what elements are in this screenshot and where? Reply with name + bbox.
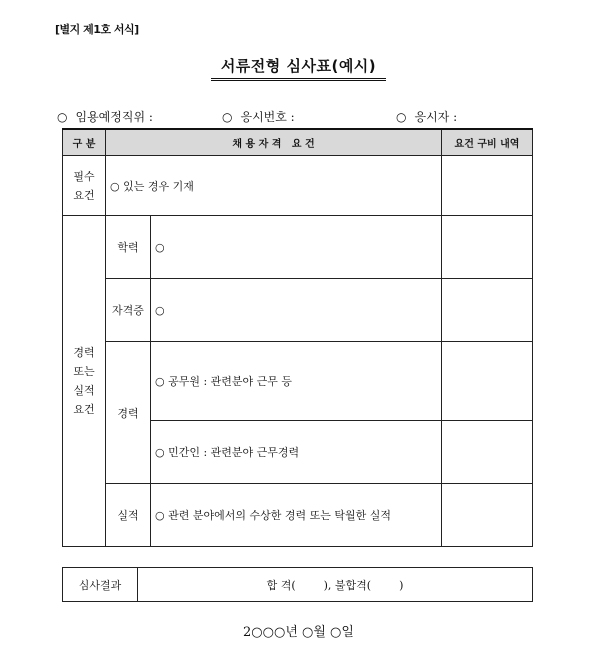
- education-label: 학력: [106, 216, 151, 279]
- table-row-education: [63, 216, 533, 279]
- info-applicant-label: 응시자 :: [414, 110, 458, 124]
- education-content: ○: [151, 216, 442, 279]
- info-position-bullet: ○: [57, 110, 68, 124]
- result-table: [62, 567, 533, 602]
- result-value[interactable]: 합 격( ), 불합격( ): [138, 568, 533, 602]
- career-public-fulfillment-cell[interactable]: [442, 342, 533, 421]
- education-fulfillment-cell[interactable]: [442, 216, 533, 279]
- info-applicant-bullet: ○: [396, 110, 407, 124]
- experience-label-line3: 실적: [73, 384, 95, 397]
- table-row-achievement: [63, 484, 533, 547]
- certificate-fulfillment-cell[interactable]: [442, 279, 533, 342]
- table-row-required: [63, 156, 533, 216]
- career-label: 경력: [106, 342, 151, 484]
- required-label: [63, 156, 106, 216]
- info-position-label: 임용예정직위 :: [75, 110, 153, 124]
- career-private-fulfillment-cell[interactable]: [442, 421, 533, 484]
- header-requirements: 채 용 자 격 요 건: [106, 129, 442, 156]
- header-category: 구 분: [63, 129, 106, 156]
- table-row-certificate: [63, 279, 533, 342]
- experience-label-line4: 요건: [73, 403, 95, 416]
- result-label: 심사결과: [63, 568, 138, 602]
- info-exam-number: [222, 108, 295, 125]
- table-row-career-public: [63, 342, 533, 421]
- header-fulfillment: 요건 구비 내역: [442, 129, 533, 156]
- achievement-label: 실적: [106, 484, 151, 547]
- required-label-line2: 요건: [73, 188, 95, 202]
- form-number-label: [별지 제1호 서식]: [55, 23, 139, 36]
- document-title: 서류전형 심사표(예시): [211, 55, 386, 81]
- result-row: [63, 568, 533, 602]
- career-private-content: ○ 민간인 : 관련분야 근무경력: [151, 421, 442, 484]
- required-fulfillment-cell[interactable]: [442, 156, 533, 216]
- required-label-line1: 필수: [73, 169, 95, 183]
- achievement-fulfillment-cell[interactable]: [442, 484, 533, 547]
- experience-label-line1: 경력: [73, 346, 95, 359]
- required-content: ○ 있는 경우 기재: [106, 156, 442, 216]
- info-exam-number-bullet: ○: [222, 110, 233, 124]
- achievement-content: ○ 관련 분야에서의 수상한 경력 또는 탁월한 실적: [151, 484, 442, 547]
- experience-label-line2: 또는: [73, 365, 95, 378]
- table-header-row: [63, 129, 533, 156]
- career-public-content: ○ 공무원 : 관련분야 근무 등: [151, 342, 442, 421]
- experience-label: [63, 216, 106, 547]
- info-position: [57, 108, 153, 125]
- screening-table: [62, 128, 533, 547]
- document-date: 2○○○년 ○월 ○일: [243, 625, 354, 640]
- certificate-label: 자격증: [106, 279, 151, 342]
- title-container: [0, 55, 597, 81]
- certificate-content: ○: [151, 279, 442, 342]
- info-exam-number-label: 응시번호 :: [240, 110, 295, 124]
- info-applicant: [396, 108, 457, 125]
